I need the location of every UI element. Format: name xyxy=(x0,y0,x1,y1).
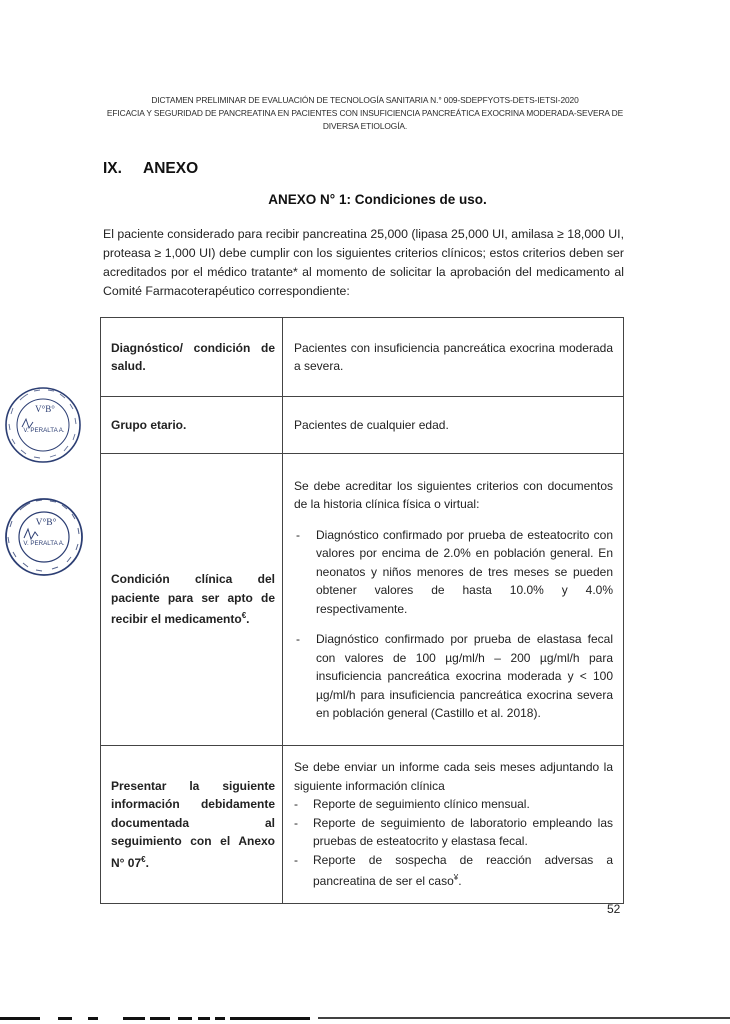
euro-footnote-mark: € xyxy=(141,854,146,864)
scan-artifact xyxy=(318,1017,730,1019)
row-label xyxy=(101,746,283,904)
section-number: IX. xyxy=(103,160,122,177)
row-label xyxy=(101,318,283,397)
list-item: - Reporte de seguimiento de laboratorio empleando las pruebas de esteatocrito y elastasa fecal. xyxy=(294,814,613,851)
header-line-3: DIVERSA ETIOLOGÍA. xyxy=(322,121,408,131)
table-row xyxy=(101,454,624,746)
list-item: - Diagnóstico confirmado por prueba de esteatocrito con valores por encima de 2.0% en población general. En neonatos y niños menores de tres meses se pueden obtener valores de hasta 10.0% y 4.0% respectivamente. xyxy=(294,526,613,619)
row-content xyxy=(283,397,624,454)
header-line-1: DICTAMEN PRELIMINAR DE EVALUACIÓN DE TECNOLOGÍA SANITARIA N.° 009-SDEPFYOTS-DETS-IETSI-2020 xyxy=(151,95,579,105)
scan-artifact xyxy=(215,1017,225,1020)
scan-artifact xyxy=(178,1017,192,1020)
list-item: - Diagnóstico confirmado por prueba de elastasa fecal con valores de 100 µg/ml/h – 200 µg/ml/h para insuficiencia pancreática exocrina moderada y < 100 µg/ml/h para insuficiencia pancreática exocrina severa en población general (Castillo et al. 2018). xyxy=(294,630,613,723)
followup-list xyxy=(294,795,613,891)
row-label-text: Diagnóstico/ condición de salud. xyxy=(111,340,275,373)
stamp-vb-text: V°B° xyxy=(35,518,57,528)
table-row xyxy=(101,318,624,397)
list-item-text: Reporte de sospecha de reacción adversas a pancreatina de ser el caso xyxy=(313,852,613,889)
row-label-text: Presentar la siguiente información debidamente documentada al seguimiento con el Anexo N° 07 xyxy=(111,778,275,870)
row-content-text: Pacientes de cualquier edad. xyxy=(294,417,449,432)
document-header xyxy=(100,94,630,133)
scan-artifact xyxy=(150,1017,170,1020)
row-label-text: Condición clínica del paciente para ser apto de recibir el medicamento xyxy=(111,572,275,627)
row-label-end: . xyxy=(246,612,250,627)
stamp-vb-text: V°B° xyxy=(35,404,55,414)
row-content xyxy=(283,318,624,397)
list-item-end: . xyxy=(458,874,462,889)
header-line-2: EFICACIA Y SEGURIDAD DE PANCREATINA EN PACIENTES CON INSUFICIENCIA PANCREÁTICA EXOCRINA MODERADA-SEVERA DE xyxy=(106,108,624,118)
yen-footnote-mark: ¥ xyxy=(453,873,459,883)
scan-artifact xyxy=(88,1017,98,1020)
annex-title: ANEXO N° 1: Condiciones de uso. xyxy=(268,192,487,207)
scan-artifact xyxy=(0,1017,40,1020)
criteria-list xyxy=(294,526,613,723)
row-label xyxy=(101,454,283,746)
approval-stamp-icon xyxy=(0,494,86,580)
scan-artifact xyxy=(58,1017,72,1020)
table-row xyxy=(101,397,624,454)
row-content-text: Pacientes con insuficiencia pancreática exocrina moderada a severa. xyxy=(294,340,613,373)
followup-intro: Se debe enviar un informe cada seis meses adjuntando la siguiente información clínica xyxy=(294,760,613,793)
section-title: ANEXO xyxy=(143,160,199,177)
conditions-table xyxy=(100,317,624,904)
row-label-text: Grupo etario. xyxy=(111,417,187,432)
row-label-end: . xyxy=(145,855,149,870)
table-row xyxy=(101,746,624,904)
scan-artifact xyxy=(123,1017,145,1020)
criteria-intro: Se debe acreditar los siguientes criterios con documentos de la historia clínica física o virtual: xyxy=(294,478,613,511)
row-label xyxy=(101,397,283,454)
stamp-signer-name: V. PERALTA A. xyxy=(23,427,65,434)
approval-stamp-icon xyxy=(0,382,86,468)
row-content xyxy=(283,746,624,904)
page-number: 52 xyxy=(607,902,621,916)
row-content xyxy=(283,454,624,746)
list-item xyxy=(294,851,613,891)
section-heading xyxy=(103,160,198,178)
stamp-signer-name: V. PERALTA A. xyxy=(23,540,65,547)
scan-artifact xyxy=(230,1017,310,1020)
scan-artifact xyxy=(198,1017,210,1020)
list-item: - Reporte de seguimiento clínico mensual. xyxy=(294,795,613,814)
euro-footnote-mark: € xyxy=(241,611,247,621)
intro-paragraph: El paciente considerado para recibir pancreatina 25,000 (lipasa 25,000 UI, amilasa ≥ 18,000 UI, proteasa ≥ 1,000 UI) debe cumplir con los siguientes criterios clínicos; estos criterios deben ser acreditados por el médico tratante* al momento de solicitar la aprobación del medicamento al Comité Farmacoterapéutico correspondiente: xyxy=(103,227,624,298)
